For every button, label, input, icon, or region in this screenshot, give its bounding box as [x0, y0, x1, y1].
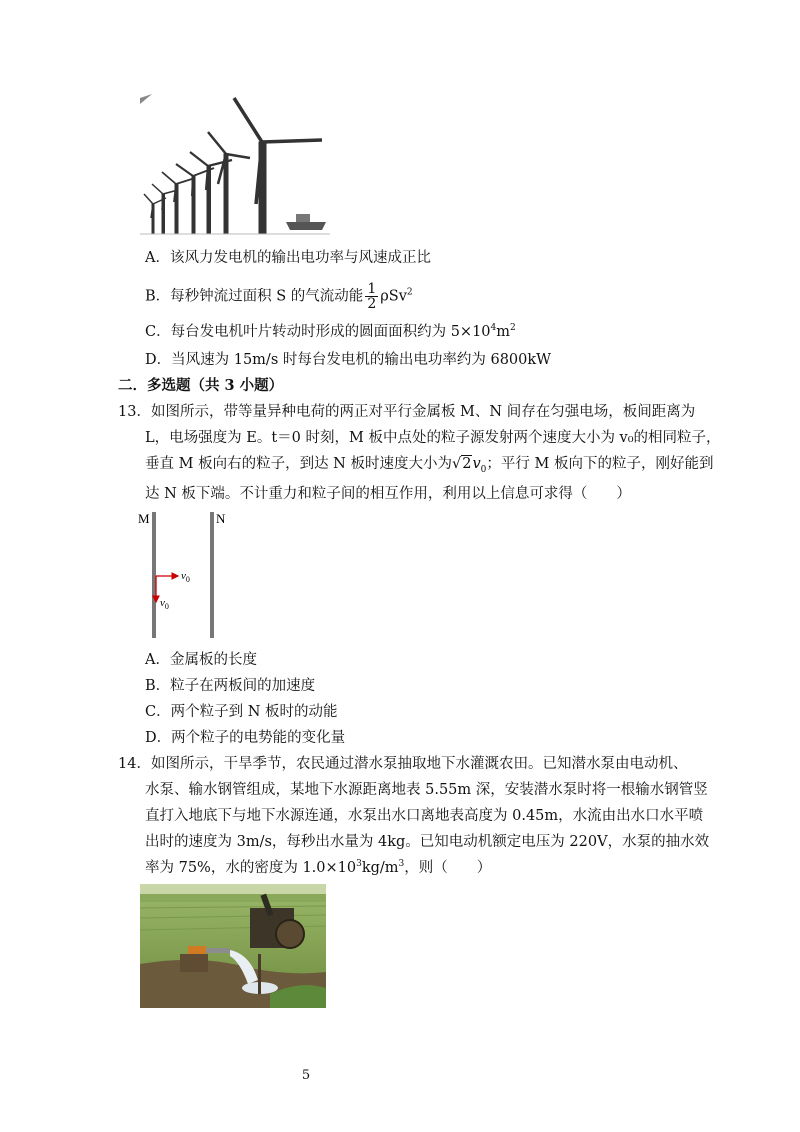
q13-line-1: 13．如图所示，带等量异种电荷的两正对平行金属板 M、N 间存在匀强电场，板间距离为 — [118, 404, 696, 420]
v0-label-down: $v_0$ — [160, 597, 169, 611]
q13-option-a: A．金属板的长度 — [145, 652, 257, 668]
plate-m-label: M — [138, 511, 150, 526]
q13-line-3: 垂直 M 板向右的粒子，到达 N 板时速度大小为$√2v_0$；平行 M 板向下的粒子，刚好能到 — [145, 456, 714, 475]
option-b-prev: B．每秒钟流过面积 S 的气流动能 $\frac{1}{2}$ ρSv$^2$ — [145, 281, 413, 312]
parallel-plates-figure — [138, 510, 228, 640]
q14-line-5: 率为 75%，水的密度为 $1.0\times 10^3kg/m^3$，则（ ） — [145, 859, 492, 876]
option-c-prev: C．每台发电机叶片转动时形成的圆面面积约为 $5\times 10^4m^2$ — [145, 323, 516, 340]
wind-turbines-figure — [140, 94, 330, 242]
water-pump-photo — [140, 884, 326, 1008]
v0-label-right: $v_0$ — [181, 570, 190, 584]
q13-line-2: L，电场强度为 E。t＝0 时刻，M 板中点处的粒子源发射两个速度大小为 v₀的相同粒子， — [145, 430, 721, 446]
plate-n — [210, 512, 214, 638]
plate-n-label: N — [216, 511, 226, 526]
q14-line-3: 直打入地底下与地下水源连通，水泵出水口离地表高度为 0.45m，水流由出水口水平喷 — [145, 808, 704, 824]
option-d-prev: D．当风速为 15m/s 时每台发电机的输出电功率约为 6800kW — [145, 352, 552, 368]
q13-line-4: 达 N 板下端。不计重力和粒子间的相互作用，利用以上信息可求得（ ） — [145, 486, 631, 502]
page-number: 5 — [301, 1068, 311, 1083]
section-title: 二．多选题（共 3 小题） — [118, 377, 284, 394]
v0-subscript: 0 — [185, 575, 190, 584]
v0-subscript: 0 — [164, 602, 169, 611]
q14-line-2: 水泵、输水钢管组成，某地下水源距离地表 5.55m 深，安装潜水泵时将一根输水钢管竖 — [145, 782, 708, 798]
fraction: $\frac{1}{2}$ — [367, 281, 377, 312]
plate-m — [152, 512, 156, 638]
q13-option-d: D．两个粒子的电势能的变化量 — [145, 730, 346, 746]
q13-option-c: C．两个粒子到 N 板时的动能 — [145, 704, 338, 720]
q13-option-b: B．粒子在两板间的加速度 — [145, 678, 316, 694]
q14-line-1: 14．如图所示，干旱季节，农民通过潜水泵抽取地下水灌溉农田。已知潜水泵由电动机、 — [118, 756, 688, 772]
q14-line-4: 出时的速度为 3m/s，每秒出水量为 4kg。已知电动机额定电压为 220V，水泵的抽水效 — [145, 834, 710, 850]
option-a-prev: A．该风力发电机的输出电功率与风速成正比 — [145, 250, 431, 266]
sqrt-symbol: √ — [451, 456, 462, 472]
